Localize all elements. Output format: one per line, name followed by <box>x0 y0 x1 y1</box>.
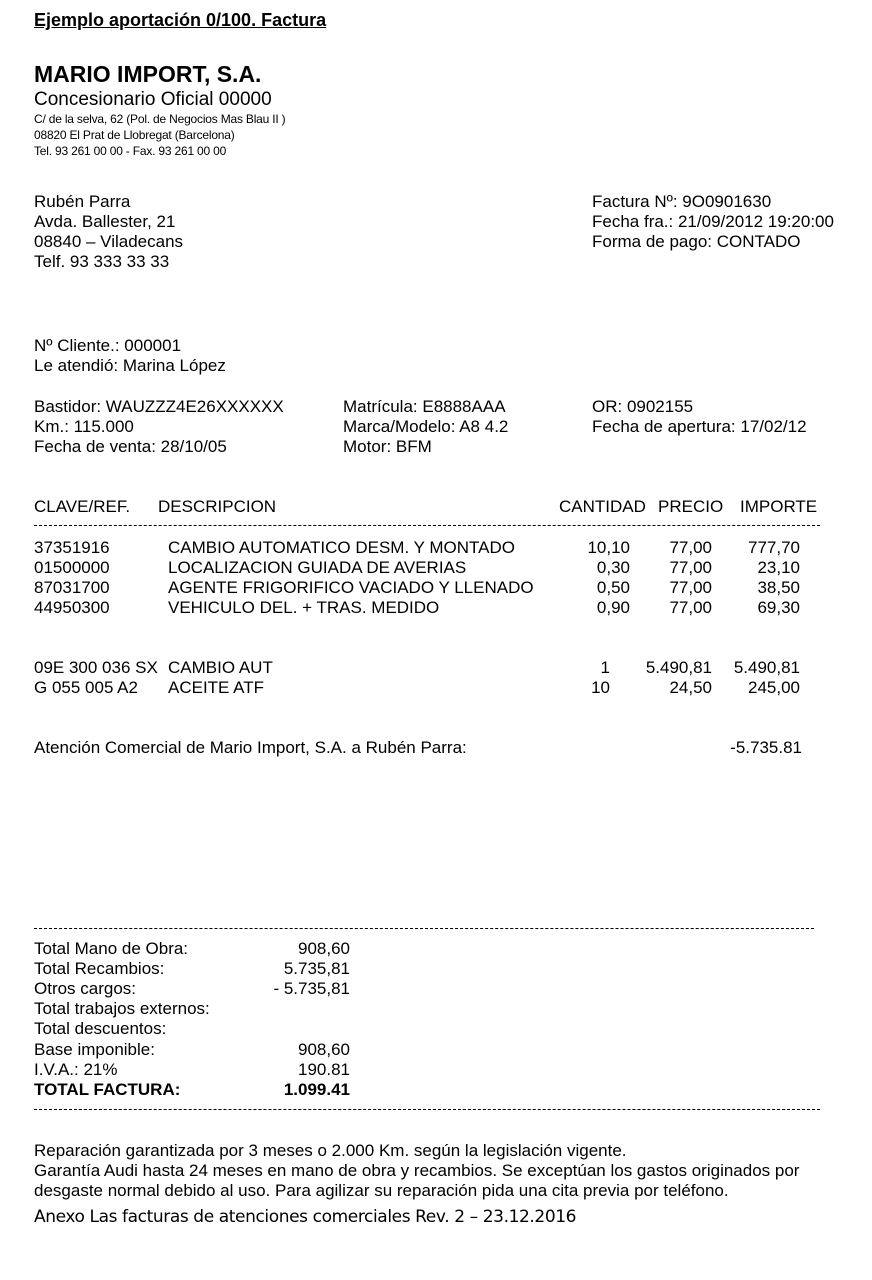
row-qty: 0,30 <box>596 558 630 577</box>
col-header-amount: IMPORTE <box>740 497 818 516</box>
col-header-price: PRECIO <box>658 497 724 516</box>
row-ref: 09E 300 036 SX <box>34 658 158 677</box>
customer-city: 08840 – Viladecans <box>34 232 184 251</box>
row-desc: ACEITE ATF <box>168 678 265 697</box>
warranty-line: Garantía Audi hasta 24 meses en mano de obra y recambios. Se exceptúan los gastos originados por <box>34 1161 800 1180</box>
row-amount: 69,30 <box>757 598 800 617</box>
row-qty: 10,10 <box>587 538 630 557</box>
row-ref: 01500000 <box>34 558 110 577</box>
payment-method: Forma de pago: CONTADO <box>592 232 801 251</box>
row-price: 77,00 <box>669 598 712 617</box>
commercial-value: -5.735.81 <box>730 738 802 757</box>
total-label: Total Recambios: <box>34 959 165 978</box>
row-ref: G 055 005 A2 <box>34 678 138 697</box>
annex-footnote: Anexo Las facturas de atenciones comerciales Rev. 2 – 23.12.2016 <box>34 1207 577 1227</box>
company-address-line: 08820 El Prat de Llobregat (Barcelona) <box>34 128 235 142</box>
row-price: 77,00 <box>669 538 712 557</box>
vehicle-engine: Motor: BFM <box>343 437 432 456</box>
row-desc: AGENTE FRIGORIFICO VACIADO Y LLENADO <box>168 578 534 597</box>
vehicle-km: Km.: 115.000 <box>34 417 134 436</box>
total-label: Otros cargos: <box>34 979 137 998</box>
row-amount: 5.490,81 <box>733 658 800 677</box>
row-amount: 23,10 <box>757 558 800 577</box>
commercial-label: Atención Comercial de Mario Import, S.A. a Rubén Parra: <box>34 738 467 757</box>
attended-by: Le atendió: Marina López <box>34 356 226 375</box>
row-price: 5.490,81 <box>645 658 712 677</box>
customer-name: Rubén Parra <box>34 192 131 211</box>
invoice-date: Fecha fra.: 21/09/2012 19:20:00 <box>592 212 834 231</box>
document-title: Ejemplo aportación 0/100. Factura <box>34 10 327 30</box>
customer-phone: Telf. 93 333 33 33 <box>34 252 170 271</box>
divider <box>34 1109 820 1110</box>
row-price: 77,00 <box>669 558 712 577</box>
row-price: 77,00 <box>669 578 712 597</box>
company-name: MARIO IMPORT, S.A. <box>34 61 262 87</box>
grand-total-value: 1.099.41 <box>283 1080 350 1099</box>
grand-total-label: TOTAL FACTURA: <box>34 1080 181 1099</box>
row-qty: 0,50 <box>596 578 630 597</box>
row-desc: VEHICULO DEL. + TRAS. MEDIDO <box>168 598 440 617</box>
row-qty: 1 <box>600 658 610 677</box>
total-value: 908,60 <box>298 1040 350 1059</box>
total-label: I.V.A.: 21% <box>34 1060 118 1079</box>
row-amount: 245,00 <box>748 678 800 697</box>
warranty-line: Reparación garantizada por 3 meses o 2.000 Km. según la legislación vigente. <box>34 1141 627 1160</box>
customer-address: Avda. Ballester, 21 <box>34 212 176 231</box>
col-header-qty: CANTIDAD <box>559 497 646 516</box>
row-price: 24,50 <box>669 678 712 697</box>
repair-order: OR: 0902155 <box>592 397 694 416</box>
total-label: Total descuentos: <box>34 1019 167 1038</box>
row-desc: CAMBIO AUTOMATICO DESM. Y MONTADO <box>168 538 515 557</box>
row-ref: 44950300 <box>34 598 110 617</box>
total-value: - 5.735,81 <box>273 979 350 998</box>
divider <box>34 525 820 526</box>
vehicle-model: Marca/Modelo: A8 4.2 <box>343 417 509 436</box>
company-address-line: C/ de la selva, 62 (Pol. de Negocios Mas Blau II ) <box>34 112 286 126</box>
vehicle-plate: Matrícula: E8888AAA <box>343 397 506 416</box>
col-header-desc: DESCRIPCION <box>158 497 277 516</box>
warranty-line: desgaste normal debido al uso. Para agilizar su reparación pida una cita previa por teléfono. <box>34 1181 729 1200</box>
row-desc: LOCALIZACION GUIADA DE AVERIAS <box>168 558 467 577</box>
invoice-number: Factura Nº: 9O0901630 <box>592 192 772 211</box>
total-label: Total trabajos externos: <box>34 999 210 1018</box>
total-value: 5.735,81 <box>283 959 350 978</box>
vehicle-chassis: Bastidor: WAUZZZ4E26XXXXXX <box>34 397 284 416</box>
row-qty: 0,90 <box>596 598 630 617</box>
opening-date: Fecha de apertura: 17/02/12 <box>592 417 807 436</box>
row-ref: 37351916 <box>34 538 110 557</box>
total-value: 908,60 <box>298 939 350 958</box>
divider <box>34 928 814 929</box>
row-amount: 777,70 <box>748 538 800 557</box>
row-ref: 87031700 <box>34 578 110 597</box>
col-header-ref: CLAVE/REF. <box>34 497 131 516</box>
company-phone-line: Tel. 93 261 00 00 - Fax. 93 261 00 00 <box>34 144 227 158</box>
total-value: 190.81 <box>298 1060 350 1079</box>
company-subtitle: Concesionario Oficial 00000 <box>34 89 272 110</box>
total-label: Total Mano de Obra: <box>34 939 189 958</box>
vehicle-sale-date: Fecha de venta: 28/10/05 <box>34 437 227 456</box>
client-number: Nº Cliente.: 000001 <box>34 336 182 355</box>
row-qty: 10 <box>591 678 610 697</box>
row-amount: 38,50 <box>757 578 800 597</box>
total-label: Base imponible: <box>34 1040 155 1059</box>
row-desc: CAMBIO AUT <box>168 658 273 677</box>
